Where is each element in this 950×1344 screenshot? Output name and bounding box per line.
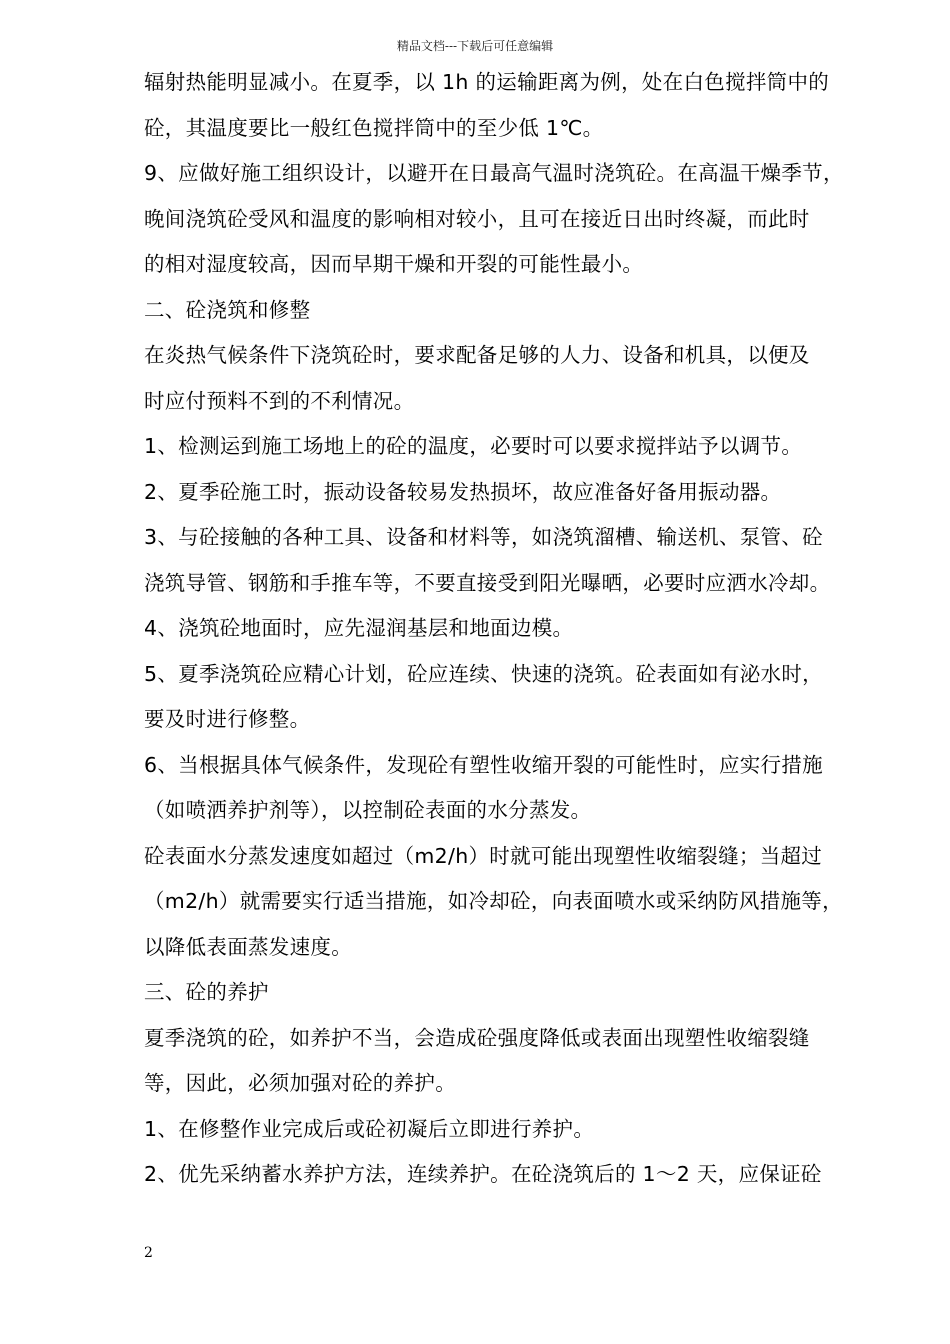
text-line: （m2/h）就需要实行适当措施，如冷却砼，向表面喷水或采纳防风措施等， bbox=[144, 889, 843, 913]
text-line: 时应付预料不到的不利情况。 bbox=[144, 388, 415, 413]
text-line: 6、当根据具体气候条件，发现砼有塑性收缩开裂的可能性时，应实行措施 bbox=[144, 752, 823, 777]
text-line: 辐射热能明显减小。在夏季，以 1h 的运输距离为例，处在白色搅拌筒中的 bbox=[144, 70, 830, 94]
text-line: 3、与砼接触的各种工具、设备和材料等，如浇筑溜槽、输送机、泵管、砼 bbox=[144, 525, 823, 549]
text-line: 4、浇筑砼地面时，应先湿润基层和地面边模。 bbox=[144, 616, 574, 640]
text-line: 1、检测运到施工场地上的砼的温度，必要时可以要求搅拌站予以调节。 bbox=[144, 434, 803, 458]
text-line: 9、应做好施工组织设计，以避开在日最高气温时浇筑砼。在高温干燥季节， bbox=[144, 161, 844, 185]
section-heading: 三、砼的养护 bbox=[144, 980, 269, 1004]
text-line: 浇筑导管、钢筋和手推车等，不要直接受到阳光曝晒，必要时应洒水冷却。 bbox=[144, 570, 831, 595]
text-line: 晚间浇筑砼受风和温度的影响相对较小，且可在接近日出时终凝，而此时 bbox=[144, 206, 810, 231]
text-line: 要及时进行修整。 bbox=[144, 707, 311, 731]
text-line: 5、夏季浇筑砼应精心计划，砼应连续、快速的浇筑。砼表面如有泌水时， bbox=[144, 661, 823, 686]
text-line: 夏季浇筑的砼，如养护不当，会造成砼强度降低或表面出现塑性收缩裂缝 bbox=[144, 1025, 810, 1050]
text-line: （如喷洒养护剂等），以控制砼表面的水分蒸发。 bbox=[144, 798, 592, 822]
document-body bbox=[144, 60, 894, 1198]
text-line: 的相对湿度较高，因而早期干燥和开裂的可能性最小。 bbox=[144, 252, 644, 276]
text-line: 砼，其温度要比一般红色搅拌筒中的至少低 1℃。 bbox=[144, 115, 604, 140]
page-header: 精品文档---下载后可任意编辑 bbox=[396, 39, 554, 53]
page-number: 2 bbox=[144, 1245, 153, 1261]
text-line: 砼表面水分蒸发速度如超过（m2/h）时就可能出现塑性收缩裂缝；当超过 bbox=[144, 843, 823, 868]
text-line: 等，因此，必须加强对砼的养护。 bbox=[144, 1071, 456, 1095]
text-line: 以降低表面蒸发速度。 bbox=[144, 934, 352, 959]
text-line: 在炎热气候条件下浇筑砼时，要求配备足够的人力、设备和机具，以便及 bbox=[144, 343, 810, 367]
text-line: 1、在修整作业完成后或砼初凝后立即进行养护。 bbox=[144, 1116, 595, 1141]
text-line: 2、夏季砼施工时，振动设备较易发热损坏，故应准备好备用振动器。 bbox=[144, 479, 782, 504]
text-line: 2、优先采纳蓄水养护方法，连续养护。在砼浇筑后的 1～2 天，应保证砼 bbox=[144, 1162, 822, 1186]
section-heading: 二、砼浇筑和修整 bbox=[144, 297, 311, 322]
